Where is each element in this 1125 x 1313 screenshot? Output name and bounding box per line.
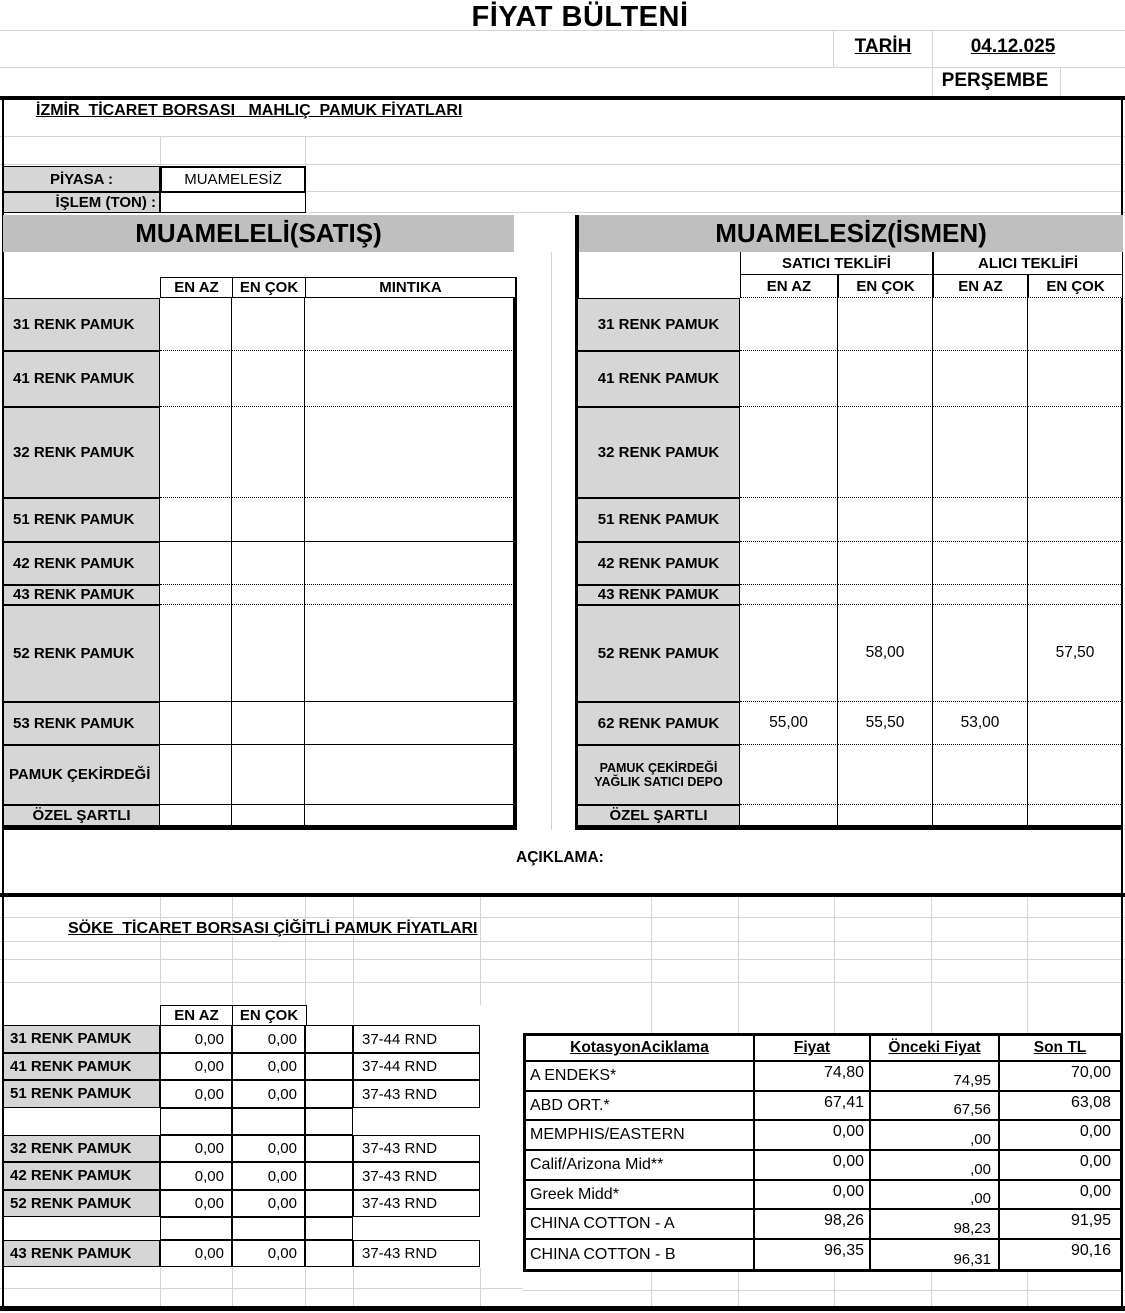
quote-prev-price: ,00 [871,1181,1000,1208]
seller-min-cell [740,351,838,407]
quote-header-price [755,1036,871,1060]
quote-header-last-tl-text: Son TL [1033,1039,1087,1056]
piyasa-label-text: PİYASA : [49,170,114,188]
mintika-cell [305,805,516,826]
gridline [160,136,161,166]
quote-header-row [526,1036,1120,1062]
quote-prev-price: 96,31 [871,1240,1000,1269]
empty-row [3,1217,523,1240]
quote-row [526,1121,1120,1151]
sales-col-mintika: MINTIKA [305,277,516,298]
row-label: 42 RENK PAMUK [3,542,160,585]
spacer-cell [305,1162,353,1190]
quote-name: Calif/Arizona Mid** [526,1151,755,1179]
quote-price: 74,80 [755,1062,871,1090]
seller-en-cok-header: EN ÇOK [838,275,933,298]
row-label-line1: PAMUK ÇEKİRDEĞİ [599,761,718,775]
soke-col-en-az: EN AZ [160,1005,233,1026]
en-az-cell: 0,00 [160,1053,232,1080]
gridline [834,1271,835,1308]
en-cok-cell: 0,00 [232,1080,305,1108]
piyasa-value-cell [160,166,306,193]
quote-row [526,1181,1120,1210]
en-az-cell [160,351,232,407]
table-row [577,542,1123,585]
seller-min-cell [740,407,838,498]
spacer-cell [305,1080,353,1108]
table-row [577,605,1123,702]
mintika-cell [305,498,516,542]
row-label: 51 RENK PAMUK [3,498,160,542]
spacer-cell [305,1240,353,1267]
piyasa-value-text: MUAMELESİZ [184,171,282,188]
soke-col-en-cok: EN ÇOK [232,1005,307,1026]
en-cok-cell [232,585,305,605]
buyer-en-az-header: EN AZ [933,275,1028,298]
en-cok-cell [232,407,305,498]
row-label: 31 RENK PAMUK [3,1025,160,1053]
spacer-cell [305,1190,353,1217]
table-row [577,585,1123,605]
seller-min-cell [740,805,838,826]
table-row [3,1080,523,1108]
quote-last-tl: 90,16 [1070,1242,1111,1259]
seller-max-cell [838,298,933,351]
table-row [3,1162,523,1190]
table-row [3,805,516,826]
en-az-cell: 0,00 [160,1162,232,1190]
sales-col-en-cok: EN ÇOK [232,277,307,298]
seller-max-cell [838,407,933,498]
row-label: 52 RENK PAMUK [577,605,740,702]
table-row [3,1240,523,1267]
date-label: TARİH [854,36,912,57]
quote-price: 0,00 [755,1121,871,1149]
gridline [651,1271,652,1308]
row-label: 32 RENK PAMUK [577,407,740,498]
day-label: PERŞEMBE [941,70,1049,91]
buyer-min-cell: 53,00 [933,702,1028,745]
mintika-cell [305,745,516,805]
row-label: 51 RENK PAMUK [3,1080,160,1108]
quote-header-last-tl [1000,1036,1120,1060]
row-label: 53 RENK PAMUK [3,702,160,745]
section-divider [0,96,1125,100]
buyer-min-cell [933,498,1028,542]
gridline [232,1268,233,1308]
buyer-min-cell [933,585,1028,605]
seller-min-cell [740,542,838,585]
buyer-min-cell [933,351,1028,407]
buyer-max-cell [1028,805,1123,826]
gridline [0,164,1125,165]
seller-min-cell: 55,00 [740,702,838,745]
spacer-cell [305,1053,353,1080]
piyasa-label [3,166,160,192]
gridline [353,1268,354,1308]
en-az-cell [160,605,232,702]
gridline [160,897,161,1005]
gridline [0,917,1125,918]
mintika-cell [305,407,516,498]
islem-label [3,192,160,213]
quote-last-tl: 63,08 [1070,1094,1111,1111]
quote-last-tl: 0,00 [1079,1183,1111,1200]
en-az-cell [160,498,232,542]
gridline [305,212,1125,213]
seller-min-cell [740,605,838,702]
en-az-cell [160,745,232,805]
gridline [738,1271,739,1308]
table-row [3,1025,523,1053]
quote-prev-price: 74,95 [871,1062,1000,1090]
en-cok-cell: 0,00 [232,1025,305,1053]
row-label: 31 RENK PAMUK [577,298,740,351]
gridline [931,1271,932,1308]
aciklama-label: AÇIKLAMA: [516,849,604,866]
buyer-max-cell [1028,351,1123,407]
quote-row [526,1210,1120,1240]
buyer-max-cell [1028,702,1123,745]
islem-value-cell [160,192,306,213]
quote-header-name-text: KotasyonAciklama [570,1039,709,1056]
buyer-max-cell [1028,542,1123,585]
en-az-cell [160,1108,232,1135]
gridline [0,67,1125,68]
en-az-cell: 0,00 [160,1190,232,1217]
spacer-cell [305,1025,353,1053]
gridline [353,897,354,1025]
quote-price: 96,35 [755,1240,871,1269]
quote-header-price-text: Fiyat [793,1039,831,1056]
gridline [0,941,1125,942]
mintika-cell [305,605,516,702]
sales-table-bottom [3,826,517,830]
sales-banner: MUAMELELİ(SATIŞ) [3,215,514,252]
row-label: 52 RENK PAMUK [3,1190,160,1217]
gridline [834,897,835,1033]
row-label-line2: YAĞLIK SATICI DEPO [594,775,723,789]
table-row [3,605,516,702]
table-row [577,498,1123,542]
gridline [738,897,739,1033]
buyer-en-cok-header: EN ÇOK [1028,275,1123,298]
region-cell: 37-43 RND [353,1080,480,1108]
row-label: ÖZEL ŞARTLI [577,805,740,826]
quote-price: 67,41 [755,1092,871,1119]
row-label: 42 RENK PAMUK [577,542,740,585]
buyer-min-cell [933,745,1028,805]
en-cok-cell [232,1217,305,1240]
seller-max-cell [838,745,933,805]
spacer-cell [305,1217,353,1240]
row-label: 52 RENK PAMUK [3,605,160,702]
en-cok-cell: 0,00 [232,1162,305,1190]
region-cell: 37-43 RND [353,1240,480,1267]
table-row [3,1053,523,1080]
soke-section-title: SÖKE TİCARET BORSASI ÇİĞİTLİ PAMUK FİYATLARI [68,920,478,937]
en-az-cell: 0,00 [160,1080,232,1108]
region-cell: 37-44 RND [353,1025,480,1053]
region-cell: 37-44 RND [353,1053,480,1080]
row-label: 42 RENK PAMUK [3,1162,160,1190]
table-row [577,351,1123,407]
buyer-max-cell [1028,585,1123,605]
quote-name: Greek Midd* [526,1181,755,1208]
table-row [3,298,516,351]
buyer-max-cell [1028,298,1123,351]
en-az-cell [160,407,232,498]
gridline [931,897,932,1033]
quote-prev-price: ,00 [871,1151,1000,1179]
gridline [305,191,1125,192]
row-label: 41 RENK PAMUK [3,351,160,407]
buyer-max-cell [1028,498,1123,542]
row-label: 43 RENK PAMUK [3,585,160,605]
quote-row [526,1062,1120,1092]
row-label: 32 RENK PAMUK [3,407,160,498]
en-az-cell [160,298,232,351]
table-row [3,498,516,542]
gridline [1027,1271,1028,1308]
sheet-bottom-border [0,1306,1125,1311]
quote-last-tl: 91,95 [1070,1212,1111,1229]
en-cok-cell [232,1108,305,1135]
en-az-cell: 0,00 [160,1025,232,1053]
quote-row [526,1240,1120,1269]
section-divider [0,893,1125,897]
row-label: 51 RENK PAMUK [577,498,740,542]
sales-col-en-az: EN AZ [160,277,233,298]
gridline [551,252,552,830]
quote-name: MEMPHIS/EASTERN [526,1121,755,1149]
mintika-cell [305,351,516,407]
gridline [0,1288,523,1289]
en-az-cell [160,585,232,605]
seller-min-cell [740,298,838,351]
quote-header-name [526,1036,755,1060]
en-cok-cell [232,542,305,585]
en-cok-cell [232,298,305,351]
en-az-cell [160,542,232,585]
seller-en-az-header: EN AZ [740,275,838,298]
quote-price: 0,00 [755,1151,871,1179]
buyer-max-cell [1028,407,1123,498]
en-cok-cell: 0,00 [232,1053,305,1080]
en-cok-cell: 0,00 [232,1240,305,1267]
spacer-cell [305,1135,353,1162]
en-az-cell [160,702,232,745]
table-row [577,702,1123,745]
seller-min-cell [740,498,838,542]
table-row [3,407,516,498]
row-label: 32 RENK PAMUK [3,1135,160,1162]
quote-row [526,1151,1120,1181]
quote-prev-price: 67,56 [871,1092,1000,1119]
row-label: PAMUK ÇEKİRDEĞİ [3,745,160,805]
buyer-min-cell [933,605,1028,702]
seller-max-cell: 55,50 [838,702,933,745]
quote-header-prev-price [871,1036,1000,1060]
seller-offer-group: SATICI TEKLİFİ [740,252,933,275]
row-label: 62 RENK PAMUK [577,702,740,745]
en-cok-cell [232,351,305,407]
en-cok-cell: 0,00 [232,1190,305,1217]
row-label: ÖZEL ŞARTLI [3,805,160,826]
quote-price: 0,00 [755,1181,871,1208]
row-label: 31 RENK PAMUK [3,298,160,351]
quote-header-prev-price-text: Önceki Fiyat [888,1039,981,1056]
table-row [3,542,516,585]
gridline [0,136,1125,137]
gridline [523,1290,1125,1291]
table-row [577,298,1123,351]
buyer-offer-group: ALICI TEKLİFİ [933,252,1123,275]
ismen-table-bottom [577,826,1123,830]
gridline [0,959,1125,960]
seller-max-cell [838,351,933,407]
quote-price: 98,26 [755,1210,871,1238]
gridline [160,1268,161,1308]
seller-max-cell [838,542,933,585]
quote-prev-price: 98,23 [871,1210,1000,1238]
quote-prev-price: ,00 [871,1121,1000,1149]
quote-table [523,1033,1123,1272]
row-label: 43 RENK PAMUK [577,585,740,605]
row-label: 43 RENK PAMUK [3,1240,160,1267]
spacer-cell [305,1108,353,1135]
mintika-cell [305,542,516,585]
region-cell: 37-43 RND [353,1190,480,1217]
region-cell: 37-43 RND [353,1135,480,1162]
en-cok-cell [232,745,305,805]
table-row [3,1135,523,1162]
buyer-max-cell: 57,50 [1028,605,1123,702]
en-az-cell [160,805,232,826]
table-row [3,702,516,745]
buyer-min-cell [933,298,1028,351]
empty-row [3,1108,523,1135]
table-row [577,407,1123,498]
table-row [577,805,1123,826]
region-cell: 37-43 RND [353,1162,480,1190]
quote-last-tl: 0,00 [1079,1123,1111,1140]
gridline [480,897,481,1005]
seller-max-cell: 58,00 [838,605,933,702]
buyer-max-cell [1028,745,1123,805]
en-cok-cell [232,805,305,826]
row-label [577,745,740,805]
seller-max-cell [838,498,933,542]
gridline [232,897,233,1005]
gridline [305,897,306,1005]
table-row [3,1190,523,1217]
quote-name: CHINA COTTON - A [526,1210,755,1238]
seller-min-cell [740,745,838,805]
buyer-min-cell [933,542,1028,585]
quote-name: ABD ORT.* [526,1092,755,1119]
quote-last-tl: 70,00 [1070,1064,1111,1081]
en-az-cell: 0,00 [160,1135,232,1162]
seller-max-cell [838,805,933,826]
table-row [3,585,516,605]
mintika-cell [305,585,516,605]
islem-label-text: İŞLEM (TON) : [55,194,156,211]
en-cok-cell [232,498,305,542]
buyer-min-cell [933,805,1028,826]
gridline [480,1268,481,1308]
seller-min-cell [740,585,838,605]
row-label: 41 RENK PAMUK [577,351,740,407]
mintika-cell [305,298,516,351]
en-cok-cell: 0,00 [232,1135,305,1162]
en-cok-cell [232,702,305,745]
ismen-banner: MUAMELESİZ(İSMEN) [579,215,1123,252]
en-cok-cell [232,605,305,702]
gridline [651,897,652,1033]
table-row [3,745,516,805]
mintika-cell [305,702,516,745]
en-az-cell [160,1217,232,1240]
izmir-section-title: İZMİR TİCARET BORSASI MAHLIÇ PAMUK FİYATLARI [36,102,463,119]
quote-name: CHINA COTTON - B [526,1240,755,1269]
en-az-cell: 0,00 [160,1240,232,1267]
quote-last-tl: 0,00 [1079,1153,1111,1170]
date-value: 04.12.025 [970,36,1056,57]
gridline [0,982,1125,983]
table-row [3,351,516,407]
quote-name: A ENDEKS* [526,1062,755,1090]
gridline [305,1268,306,1308]
page-title: FİYAT BÜLTENİ [471,1,689,33]
buyer-min-cell [933,407,1028,498]
row-label: 41 RENK PAMUK [3,1053,160,1080]
seller-max-cell [838,585,933,605]
gridline [1027,897,1028,1033]
table-row [577,745,1123,805]
quote-row [526,1092,1120,1121]
